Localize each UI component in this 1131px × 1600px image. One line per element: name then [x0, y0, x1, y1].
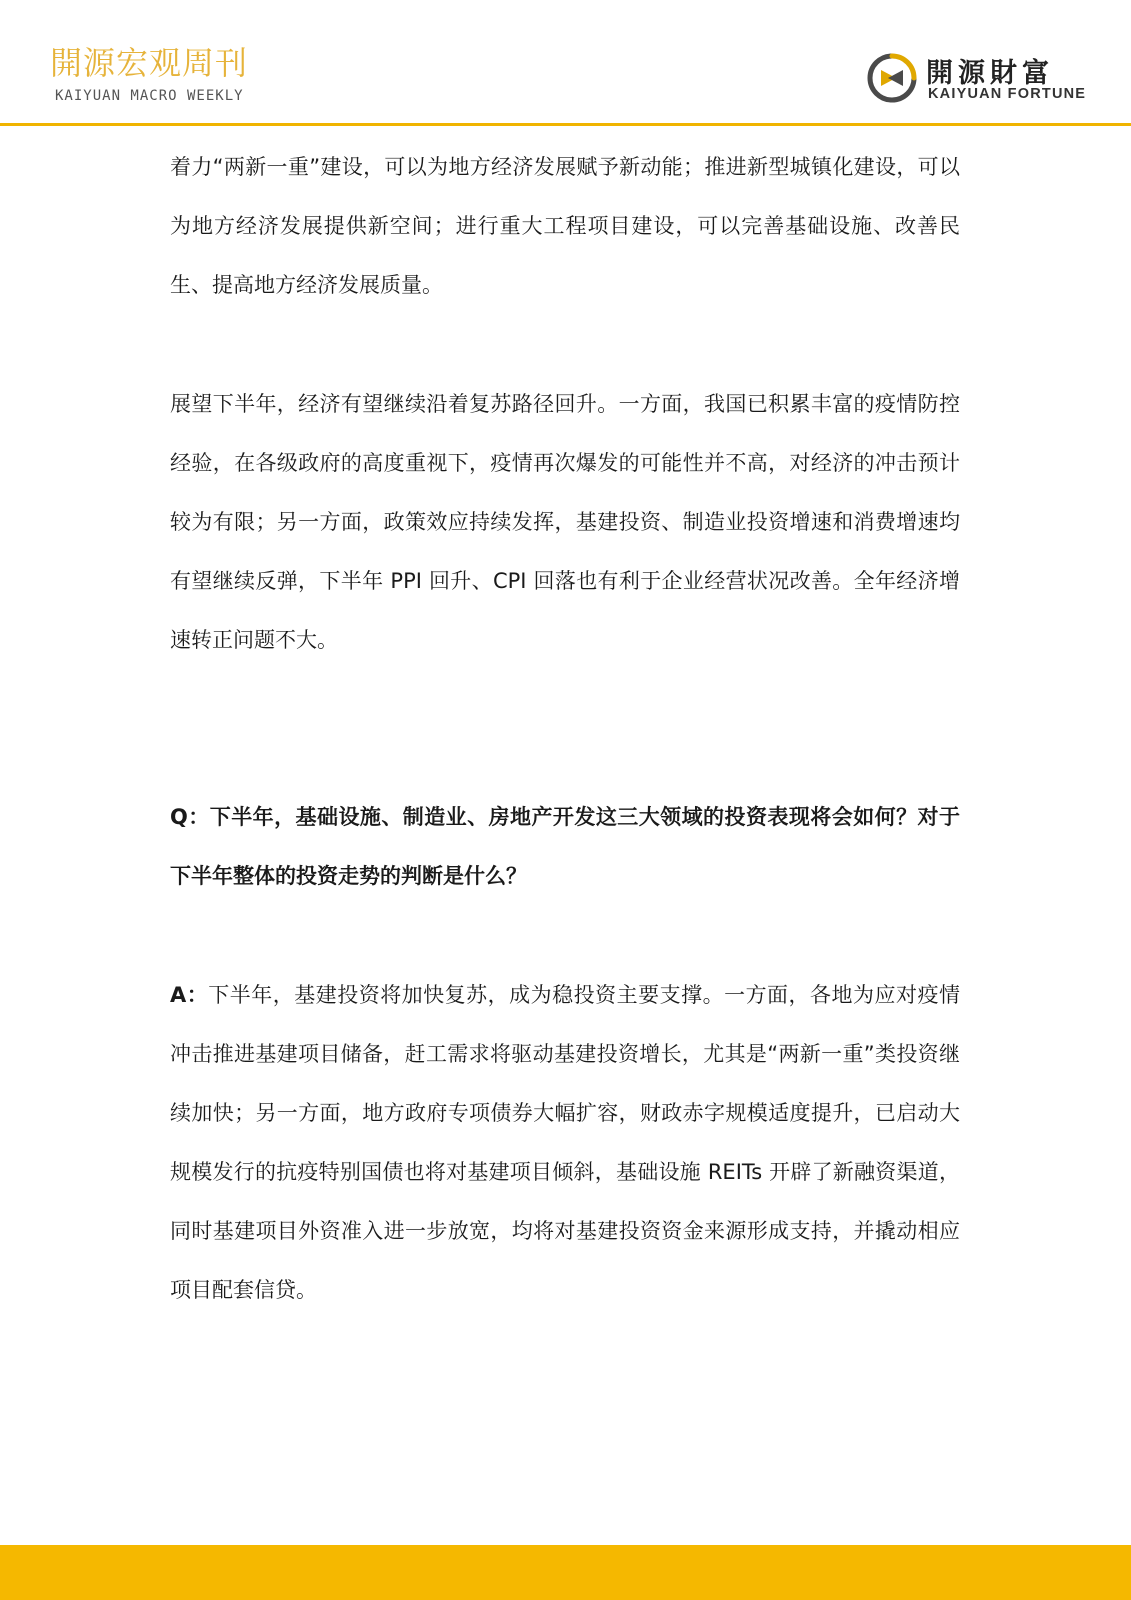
- page-header: [0, 0, 1131, 126]
- question: Q：下半年，基础设施、制造业、房地产开发这三大领域的投资表现将会如何？对于下半年整体的投资走势的判断是什么？: [170, 805, 960, 888]
- article-body: [170, 138, 960, 1320]
- answer: [170, 966, 960, 1320]
- brand-logo: [866, 50, 1086, 110]
- paragraph-2: 展望下半年，经济有望继续沿着复苏路径回升。一方面，我国已积累丰富的疫情防控经验，在各级政府的高度重视下，疫情再次爆发的可能性并不高，对经济的冲击预计较为有限；另一方面，政策效应持续发挥，基建投资、制造业投资增速和消费增速均有望继续反弹，下半年 PPI 回升、CPI 回落也有利于企业经营状况改善。全年经济增速转正问题不大。: [170, 392, 960, 652]
- publication-title: 開源宏观周刊: [50, 44, 249, 82]
- answer-label: A：: [170, 983, 209, 1007]
- paragraph-1: 着力“两新一重”建设，可以为地方经济发展赋予新动能；推进新型城镇化建设，可以为地方经济发展提供新空间；进行重大工程项目建设，可以完善基础设施、改善民生、提高地方经济发展质量。: [170, 155, 960, 297]
- logo-name-en: KAIYUAN FORTUNE: [928, 86, 1087, 102]
- publication-subtitle: KAIYUAN MACRO WEEKLY: [55, 88, 244, 104]
- answer-text: 下半年，基建投资将加快复苏，成为稳投资主要支撑。一方面，各地为应对疫情冲击推进基建项目储备，赶工需求将驱动基建投资增长，尤其是“两新一重”类投资继续加快；另一方面，地方政府专项债券大幅扩容，财政赤字规模适度提升，已启动大规模发行的抗疫特别国债也将对基建项目倾斜，基础设施 REITs 开辟了新融资渠道，同时基建项目外资准入进一步放宽，均将对基建投资资金来源形成支持，并撬动相应项目配套信贷。: [170, 983, 960, 1302]
- header-divider: [0, 123, 1131, 126]
- logo-name-cn: 開源財富: [926, 58, 1054, 89]
- footer-bar: [0, 1545, 1131, 1600]
- kaiyuan-logo-icon: [866, 52, 918, 104]
